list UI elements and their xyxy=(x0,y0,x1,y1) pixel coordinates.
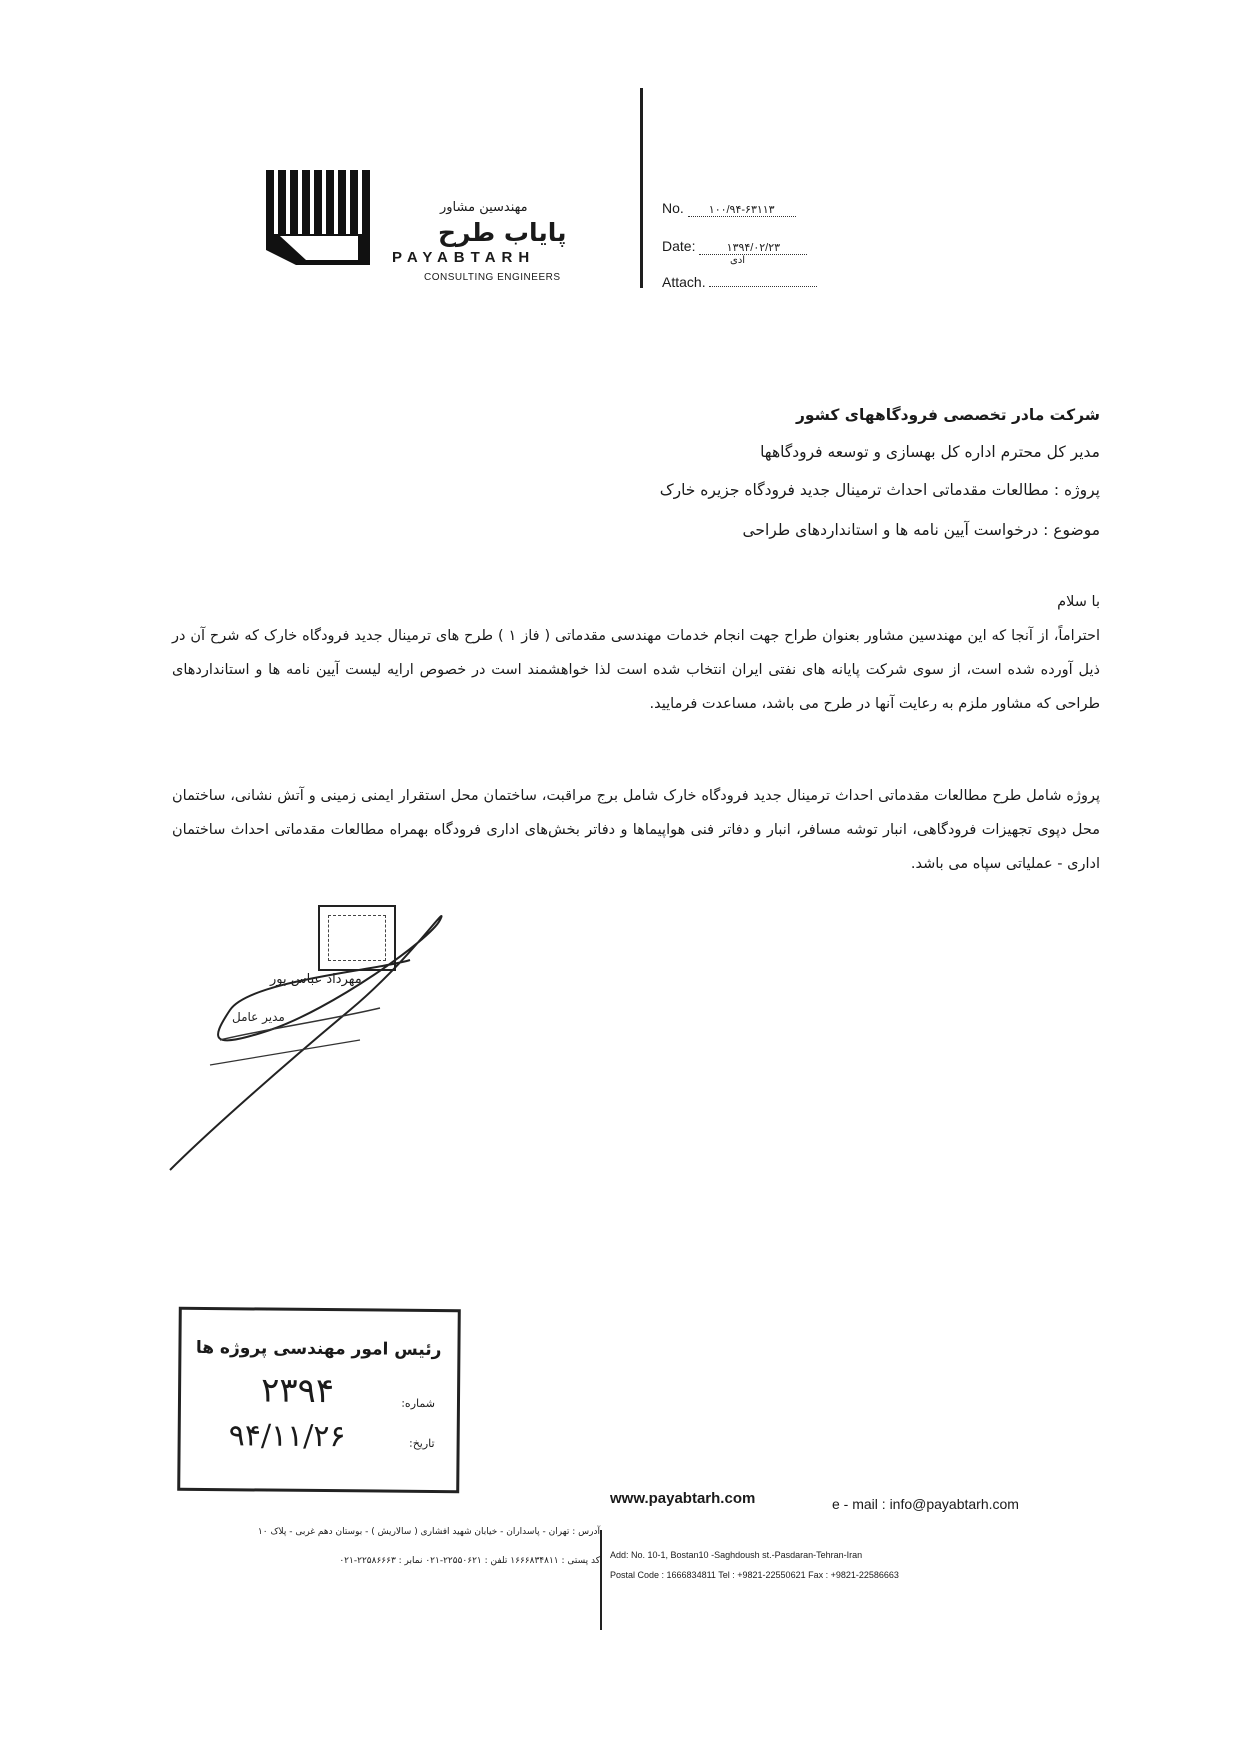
stamp-date-label: تاریخ: xyxy=(408,1436,435,1451)
received-stamp xyxy=(177,1307,461,1493)
handwritten-signature xyxy=(150,890,480,1180)
letter-attach-label: Attach. xyxy=(662,274,706,290)
footer-website: www.payabtarh.com xyxy=(610,1490,756,1507)
recipient-organization: شرکت مادر تخصصی فرودگاههای کشور xyxy=(795,406,1100,424)
stamp-number-value: ۲۳۹۴ xyxy=(260,1370,335,1412)
letter-date-note: ادی xyxy=(730,255,746,266)
letter-number xyxy=(662,200,796,217)
signatory-name: مهرداد عباس پور xyxy=(270,972,362,987)
stamp-date-value: ۹۴/۱۱/۲۶ xyxy=(228,1418,346,1455)
recipient-title: مدیر کل محترم اداره کل بهسازی و توسعه فرودگاهها xyxy=(760,443,1100,461)
letter-attach-value xyxy=(709,286,817,287)
brand-subtitle-fa: مهندسین مشاور xyxy=(440,200,528,215)
letter-date xyxy=(662,238,807,255)
letter-date-label: Date: xyxy=(662,238,696,254)
salutation: با سلام xyxy=(1057,594,1100,610)
footer-email: e - mail : info@payabtarh.com xyxy=(832,1496,1019,1512)
letter-date-value: ۱۳۹۴/۰۲/۲۳ xyxy=(699,241,807,255)
brand-name-fa: پایاب طرح xyxy=(438,218,567,247)
signatory-title: مدیر عامل xyxy=(232,1010,285,1024)
subject-line: موضوع : درخواست آیین نامه ها و استانداردهای طراحی xyxy=(742,521,1100,539)
letter-number-value: ۱۰۰/۹۴-۶۳۱۱۳ xyxy=(688,203,796,217)
stamp-title: رئیس امور مهندسی پروژه ها xyxy=(195,1337,442,1361)
letter-attachment xyxy=(662,274,817,290)
project-line: پروژه : مطالعات مقدماتی احداث ترمینال جدید فرودگاه جزیره خارک xyxy=(659,481,1100,499)
letter-number-label: No. xyxy=(662,200,684,216)
footer-divider xyxy=(600,1530,602,1630)
footer-contacts-en: Postal Code : 1666834811 Tel : +9821-22550621 Fax : +9821-22586663 xyxy=(610,1570,899,1580)
header-divider xyxy=(640,88,643,288)
brand-name-en: PAYABTARH xyxy=(392,249,536,266)
footer-address-fa: آدرس : تهران - پاسداران - خیابان شهید افشاری ( سالاریش ) - بوستان دهم غربی - پلاک ۱۰ xyxy=(257,1527,600,1537)
footer-contacts-fa: کد پستی : ۱۶۶۶۸۳۴۸۱۱ تلفن : ۲۲۵۵۰۶۲۱-۰۲۱ نمابر : ۲۲۵۸۶۶۶۳-۰۲۱ xyxy=(339,1556,600,1566)
brand-subtitle-en: CONSULTING ENGINEERS xyxy=(424,272,561,283)
footer-address-en: Add: No. 10-1, Bostan10 -Saghdoush st.-Pasdaran-Tehran-Iran xyxy=(610,1550,863,1560)
body-paragraph-2: پروژه شامل طرح مطالعات مقدماتی احداث ترمینال جدید فرودگاه خارک شامل برج مراقبت، ساختمان محل استقرار ایمنی زمینی و آتش نشانی، ساختمان محل دپوی تجهیزات فرودگاهی، انبار توشه مسافر، انبار و دفاتر فنی هواپیماها و دفاتر بخش‌های اداری فرودگاه بهمراه مطالعات مقدماتی احداث ساختمان اداری - عملیاتی سپاه می باشد. xyxy=(172,788,1100,872)
stamp-number-label: شماره: xyxy=(401,1396,436,1411)
payabtarh-logo-icon xyxy=(266,170,376,265)
body-paragraph-1: احتراماً، از آنجا که این مهندسین مشاور بعنوان طراح جهت انجام خدمات مهندسی مقدماتی ( فاز ۱ ) طرح های ترمینال جدید فرودگاه خارک که شرح آن در ذیل آورده شده است، از سوی شرکت پایانه های نفتی ایران انتخاب شده است لذا خواهشمند است در خصوص ارایه لیست آیین نامه ها و استانداردهای طراحی که مشاور ملزم به رعایت آنها در طرح می باشد، مساعدت فرمایید. xyxy=(172,628,1100,712)
